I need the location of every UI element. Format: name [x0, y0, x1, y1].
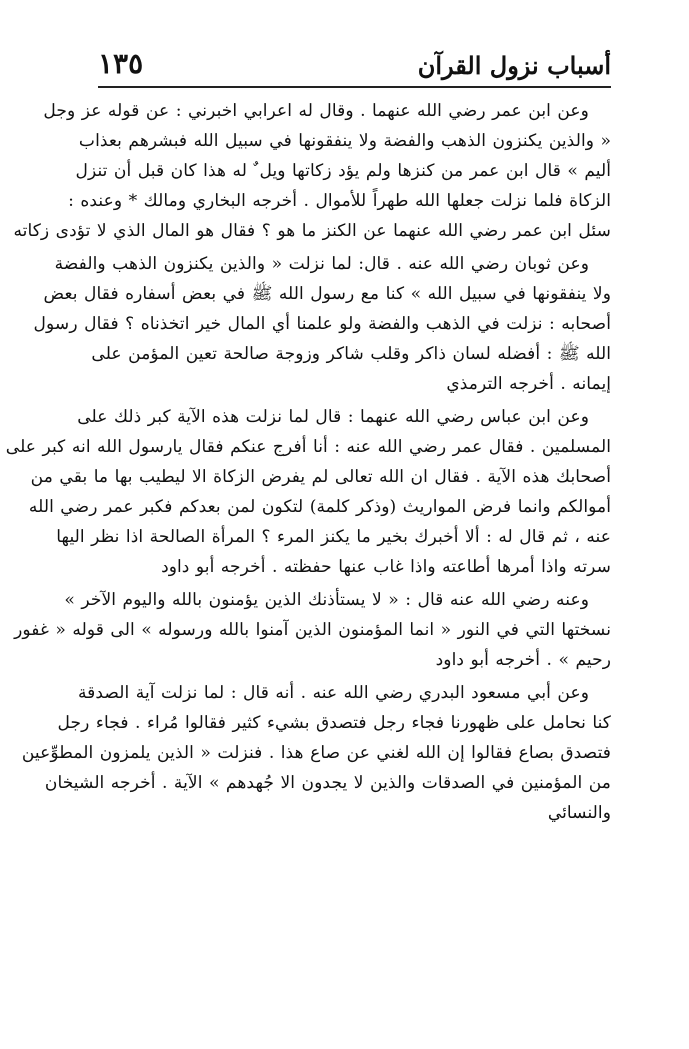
text-line: فتصدق بصاع فقالوا إن الله لغني عن صاع هذا . فنزلت « الذين يلمزون المطوِّعين: [21, 743, 611, 763]
text-line: وعن ابن عباس رضي الله عنهما : قال لما نزلت هذه الآية كبر ذلك على: [77, 407, 589, 427]
page-body: [5, 96, 611, 828]
text-line: من المؤمنين في الصدقات والذين لا يجدون الا جُهدهم » الآية . أخرجه الشيخان: [44, 773, 611, 793]
paragraph: [21, 678, 611, 828]
text-line: إيمانه . أخرجه الترمذي: [446, 374, 611, 394]
text-line: أليم » قال ابن عمر من كنزها ولم يؤد زكاتها ويل ٌ له هذا كان قبل أن تنزل: [75, 161, 611, 181]
text-line: الله ﷺ : أفضله لسان ذاكر وقلب شاكر وزوجة صالحة تعين المؤمن على: [91, 344, 611, 364]
text-line: عنه ، ثم قال له : ألا أخبرك بخير ما يكنز المرء ؟ المرأة الصالحة اذا نظر اليها: [56, 527, 611, 547]
text-line: نسختها التي في النور « انما المؤمنون الذين آمنوا بالله ورسوله » الى قوله « غفور: [14, 620, 611, 640]
text-line: وعن ابن عمر رضي الله عنهما . وقال له اعرابي اخبرني : عن قوله عز وجل: [43, 101, 589, 121]
text-line: كنا نحامل على ظهورنا فجاء رجل فتصدق بشيء كثير فقالوا مُراء . فجاء رجل: [57, 713, 611, 733]
text-line: رحيم » . أخرجه أبو داود: [435, 650, 611, 670]
text-line: وعن أبي مسعود البدري رضي الله عنه . أنه قال : لما نزلت آية الصدقة: [77, 683, 589, 703]
text-line: والنسائي: [547, 803, 611, 823]
page-number: ١٣٥: [98, 47, 144, 80]
text-line: الزكاة فلما نزلت جعلها الله طهراً للأموال . أخرجه البخاري ومالك * وعنده :: [68, 191, 611, 211]
text-line: وعن ثوبان رضي الله عنه . قال: لما نزلت « والذين يكنزون الذهب والفضة: [54, 254, 589, 274]
text-line: « والذين يكنزون الذهب والفضة ولا ينفقونها في سبيل الله فبشرهم بعذاب: [78, 131, 611, 151]
text-line: سرته واذا أمرها أطاعته واذا غاب عنها حفظته . أخرجه أبو داود: [161, 557, 611, 577]
text-line: أموالكم وانما فرض المواريث (وذكر كلمة) لتكون لمن بعدكم فكبر عمر رضي الله: [28, 497, 611, 517]
paragraph: [13, 96, 611, 246]
text-line: المسلمين . فقال عمر رضي الله عنه : أنا أفرج عنكم فقال يارسول الله انه كبر على: [5, 437, 611, 457]
paragraph: [33, 249, 611, 399]
header-rule: [98, 86, 611, 88]
text-line: أصحابه : نزلت في الذهب والفضة ولو علمنا أي المال خير اتخذناه ؟ فقال رسول: [33, 314, 611, 334]
paragraph: [5, 402, 611, 582]
paragraph: [14, 585, 611, 675]
text-line: وعنه رضي الله عنه قال : « لا يستأذنك الذين يؤمنون بالله واليوم الآخر »: [64, 590, 589, 610]
text-line: سئل ابن عمر رضي الله عنهما عن الكنز ما هو ؟ فقال هو المال الذي لا تؤدى زكاته: [13, 221, 611, 241]
text-line: أصحابك هذه الآية . فقال ان الله تعالى لم يفرض الزكاة الا ليطيب بها ما بقي من: [30, 467, 611, 487]
page-header: [98, 38, 611, 80]
running-title: أسباب نزول القرآن: [417, 51, 611, 80]
text-line: ولا ينفقونها في سبيل الله » كنا مع رسول الله ﷺ في بعض أسفاره فقال بعض: [43, 284, 611, 304]
